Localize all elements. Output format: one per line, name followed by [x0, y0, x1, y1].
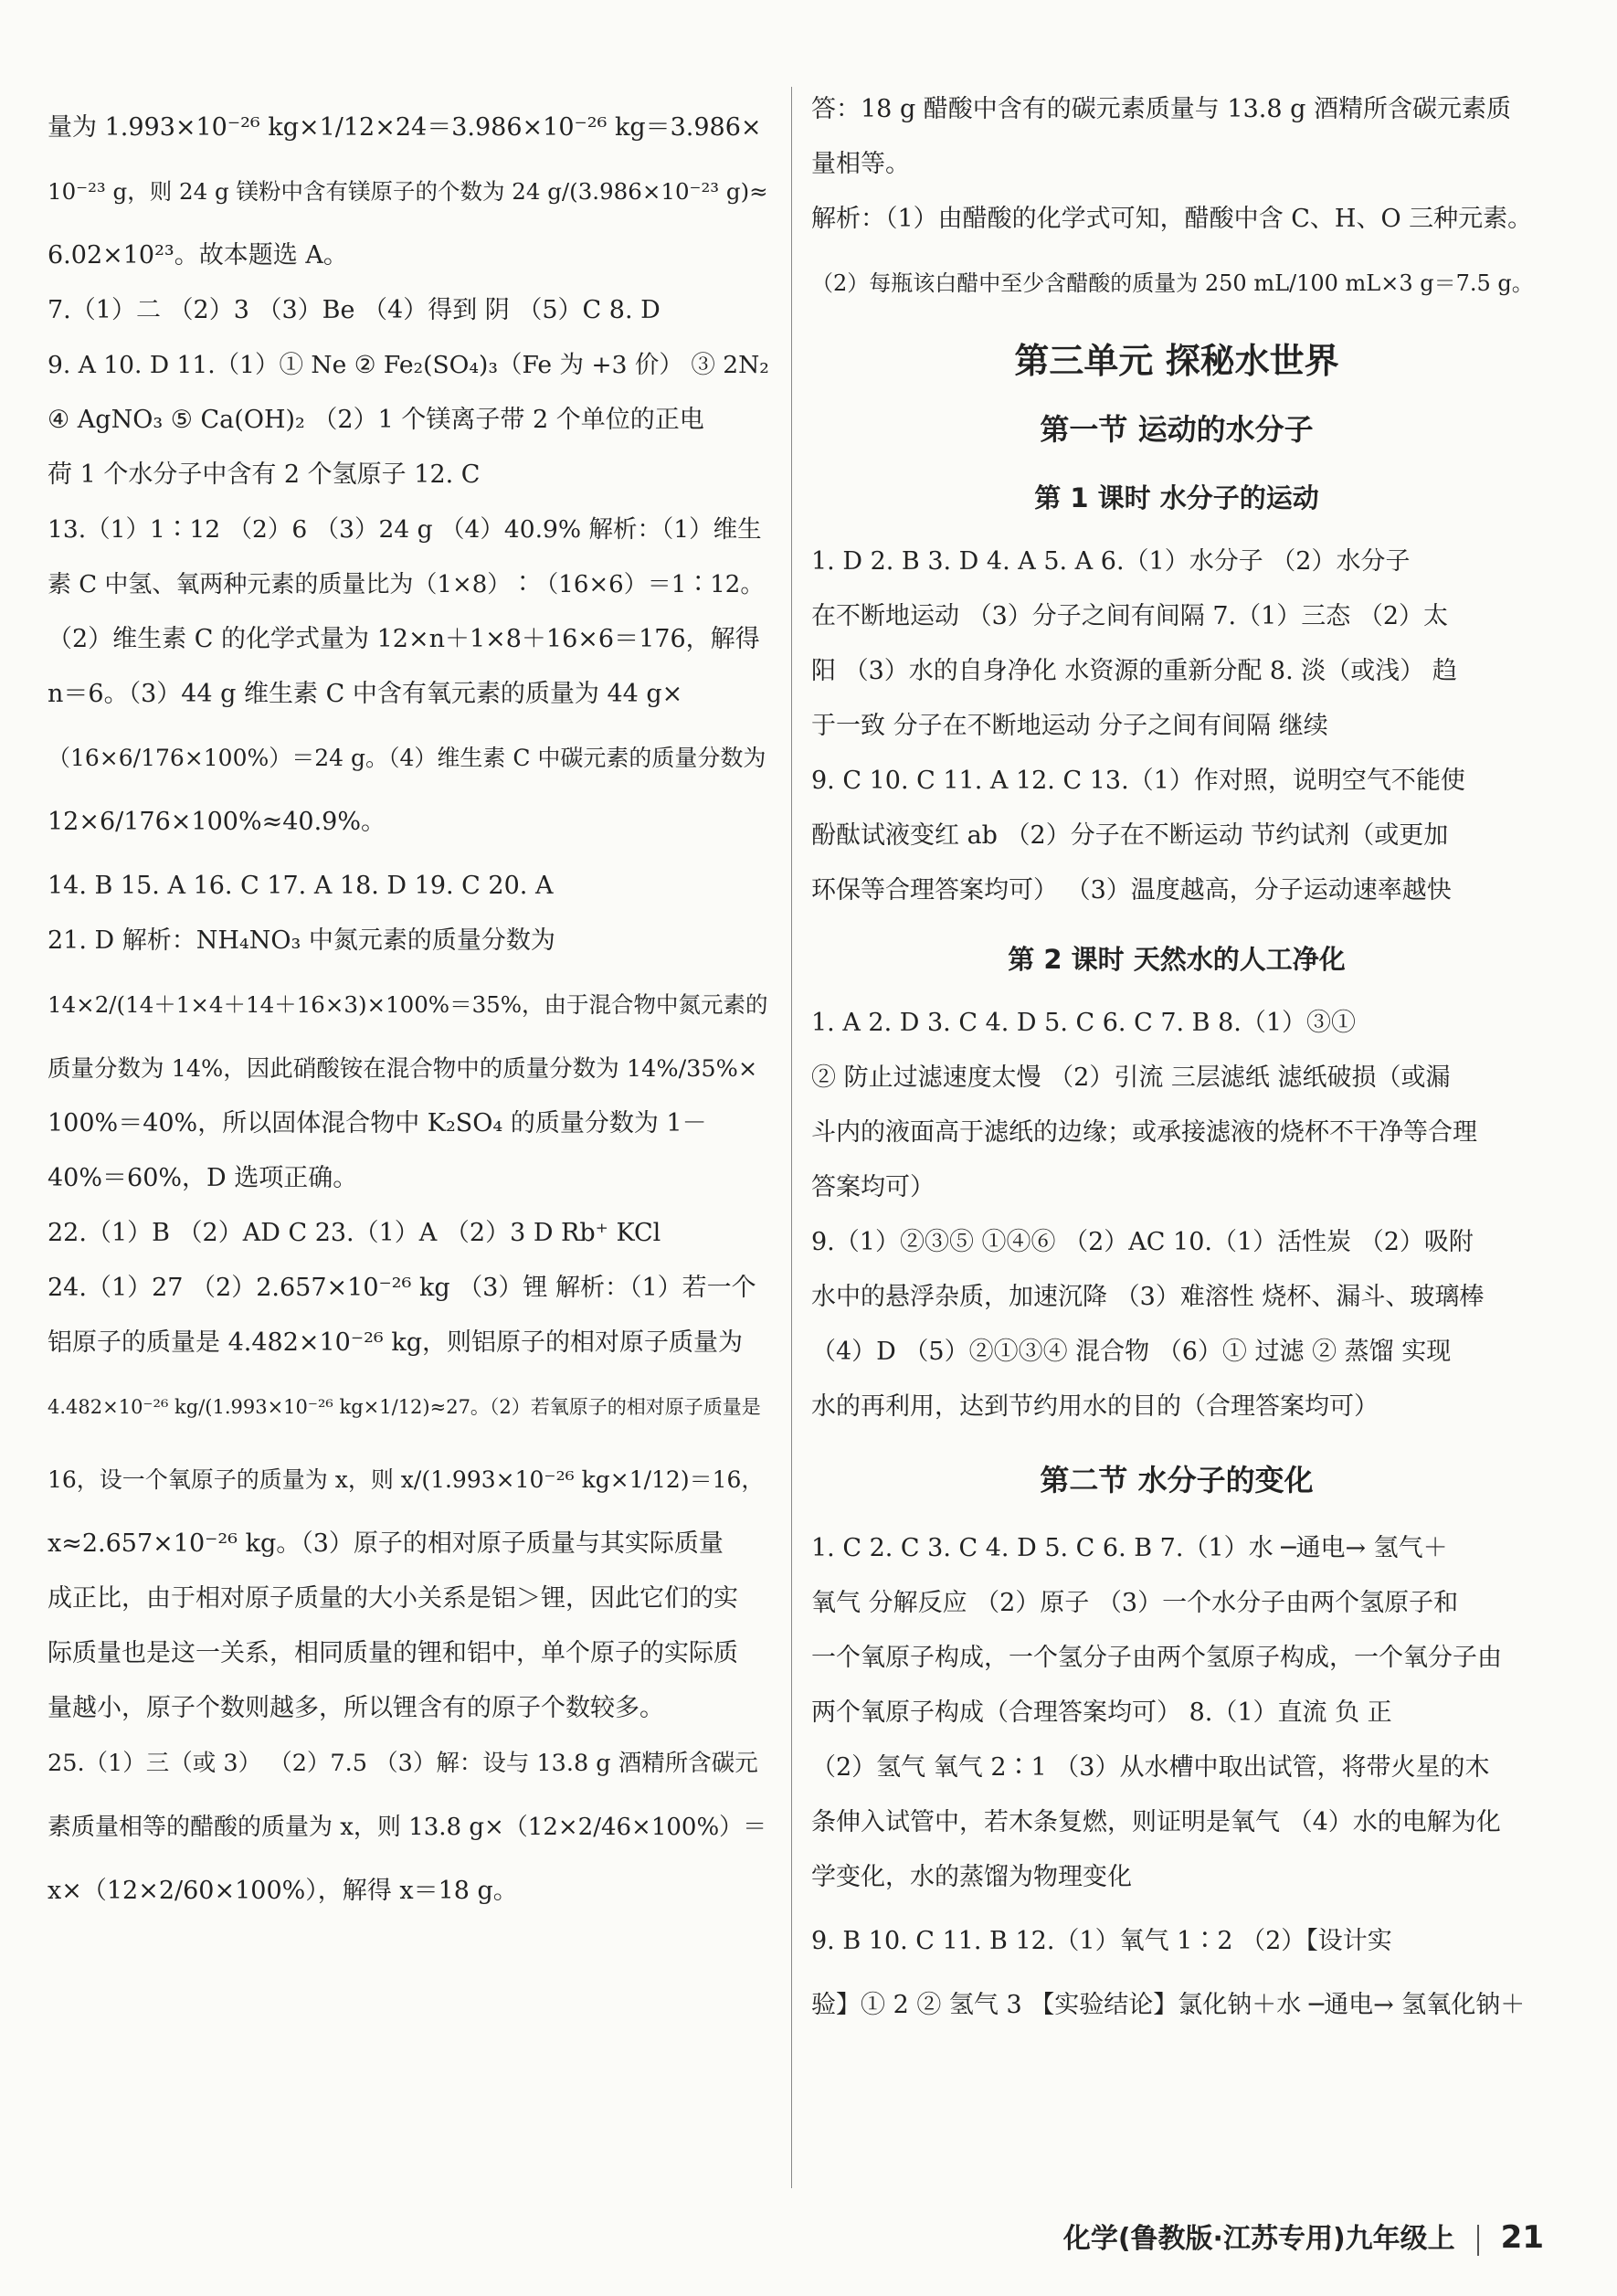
- text-line: ④ AgNO₃ ⑤ Ca(OH)₂ （2）1 个镁离子带 2 个单位的正电: [48, 406, 704, 434]
- section-title: 第二节 水分子的变化: [1040, 1463, 1314, 1497]
- text-line: 1. A 2. D 3. C 4. D 5. C 6. C 7. B 8.（1）③①: [811, 1009, 1357, 1037]
- text-line: 解析：（1）由醋酸的化学式可知，醋酸中含 C、H、O 三种元素。: [811, 205, 1533, 233]
- column-divider: [791, 87, 792, 2188]
- text-line: 9. B 10. C 11. B 12.（1）氧气 1∶2 （2）【设计实: [811, 1927, 1392, 1955]
- page-footer: [1063, 2216, 1544, 2256]
- text-line: 酚酞试液变红 ab （2）分子在不断运动 节约试剂（或更加: [811, 821, 1449, 850]
- text-line: 素质量相等的醋酸的质量为 x，则 13.8 g×（12×2/46×100%）＝: [48, 1814, 767, 1841]
- lesson-title: 第 2 课时 天然水的人工净化: [1008, 944, 1346, 975]
- text-line: 环保等合理答案均可） （3）温度越高，分子运动速率越快: [811, 876, 1452, 905]
- book-title: 化学(鲁教版·江苏专用)九年级上: [1062, 2223, 1455, 2255]
- lesson-title: 第 1 课时 水分子的运动: [1034, 482, 1319, 513]
- text-line: 40%＝60%，D 选项正确。: [48, 1164, 358, 1192]
- text-line: 量为 1.993×10⁻²⁶ kg×1/12×24＝3.986×10⁻²⁶ kg＝3.986×: [48, 113, 762, 142]
- text-line: 量越小，原子个数则越多，所以锂含有的原子个数较多。: [48, 1694, 664, 1722]
- text-line: 12×6/176×100%≈40.9%。: [48, 808, 386, 836]
- text-line: 际质量也是这一关系，相同质量的锂和铝中，单个原子的实际质: [48, 1639, 738, 1667]
- text-line: 9. A 10. D 11.（1）① Ne ② Fe₂(SO₄)₃（Fe 为 +3 价） ③ 2N₂: [48, 351, 769, 379]
- text-line: 16，设一个氧原子的质量为 x，则 x/(1.993×10⁻²⁶ kg×1/12)＝16，: [48, 1466, 765, 1493]
- text-line: 成正比，由于相对原子质量的大小关系是铝＞锂，因此它们的实: [48, 1584, 738, 1613]
- text-line: 10⁻²³ g，则 24 g 镁粉中含有镁原子的个数为 24 g/(3.986×10⁻²³ g)≈: [48, 178, 768, 205]
- text-line: （2）维生素 C 的化学式量为 12×n＋1×8＋16×6＝176，解得: [48, 625, 760, 653]
- text-line: （4）D （5）②①③④ 混合物 （6）① 过滤 ② 蒸馏 实现: [811, 1338, 1452, 1366]
- text-line: 水中的悬浮杂质，加速沉降 （3）难溶性 烧杯、漏斗、玻璃棒: [811, 1283, 1485, 1311]
- text-line: 素 C 中氢、氧两种元素的质量比为（1×8）∶（16×6）＝1∶12。: [48, 571, 765, 598]
- text-line: x≈2.657×10⁻²⁶ kg。（3）原子的相对原子质量与其实际质量: [48, 1529, 724, 1558]
- left-column: [48, 87, 769, 1905]
- text-line: 7.（1）二 （2）3 （3）Be （4）得到 阴 （5）C 8. D: [48, 296, 661, 324]
- text-line: 9. C 10. C 11. A 12. C 13.（1）作对照，说明空气不能使: [811, 767, 1465, 795]
- text-line: 21. D 解析：NH₄NO₃ 中氮元素的质量分数为: [48, 926, 555, 955]
- text-line: 1. C 2. C 3. C 4. D 5. C 6. B 7.（1）水 ─通电→ 氢气＋: [811, 1534, 1448, 1562]
- unit-title: 第三单元 探秘水世界: [1014, 341, 1339, 381]
- text-line: ② 防止过滤速度太慢 （2）引流 三层滤纸 滤纸破损（或漏: [811, 1063, 1451, 1092]
- text-line: 氧气 分解反应 （2）原子 （3）一个水分子由两个氢原子和: [811, 1589, 1459, 1617]
- text-line: 铝原子的质量是 4.482×10⁻²⁶ kg，则铝原子的相对原子质量为: [48, 1328, 743, 1357]
- text-line: 22.（1）B （2）AD C 23.（1）A （2）3 D Rb⁺ KCl: [48, 1219, 661, 1247]
- text-line: 答案均可）: [811, 1173, 935, 1201]
- text-line: 斗内的液面高于滤纸的边缘；或承接滤液的烧杯不干净等合理: [811, 1118, 1477, 1147]
- text-line: （16×6/176×100%）＝24 g。（4）维生素 C 中碳元素的质量分数为: [48, 745, 766, 771]
- text-line: 阳 （3）水的自身净化 水资源的重新分配 8. 淡（或浅） 趋: [811, 657, 1457, 685]
- text-line: 一个氧原子构成，一个氢分子由两个氢原子构成，一个氧分子由: [811, 1644, 1502, 1672]
- text-line: 水的再利用，达到节约用水的目的（合理答案均可）: [811, 1392, 1379, 1421]
- text-line: 于一致 分子在不断地运动 分子之间有间隔 继续: [811, 712, 1328, 740]
- text-line: x×（12×2/60×100%），解得 x＝18 g。: [48, 1877, 518, 1905]
- text-line: （2）氢气 氧气 2∶1 （3）从水槽中取出试管，将带火星的木: [811, 1753, 1490, 1782]
- text-line: 14×2/(14＋1×4＋14＋16×3)×100%＝35%，由于混合物中氮元素的: [48, 991, 768, 1018]
- text-line: 两个氧原子构成（合理答案均可） 8.（1）直流 负 正: [811, 1698, 1392, 1727]
- text-line: （2）每瓶该白醋中至少含醋酸的质量为 250 mL/100 mL×3 g＝7.5 g。: [811, 270, 1534, 296]
- text-line: 答：18 g 醋酸中含有的碳元素质量与 13.8 g 酒精所含碳元素质: [811, 95, 1511, 123]
- page-number: 21: [1500, 2219, 1544, 2256]
- text-line: 9.（1）②③⑤ ①④⑥ （2）AC 10.（1）活性炭 （2）吸附: [811, 1228, 1474, 1256]
- text-line: 条伸入试管中，若木条复燃，则证明是氧气 （4）水的电解为化: [811, 1808, 1501, 1836]
- text-line: 1. D 2. B 3. D 4. A 5. A 6.（1）水分子 （2）水分子: [811, 547, 1411, 576]
- text-line: n＝6。（3）44 g 维生素 C 中含有氧元素的质量为 44 g×: [48, 680, 683, 708]
- text-line: 验】① 2 ② 氢气 3 【实验结论】氯化钠＋水 ─通电→ 氢氧化钠＋: [811, 1991, 1526, 2019]
- text-line: 100%＝40%，所以固体混合物中 K₂SO₄ 的质量分数为 1－: [48, 1109, 707, 1137]
- text-line: 24.（1）27 （2）2.657×10⁻²⁶ kg （3）锂 解析：（1）若一个: [48, 1274, 756, 1302]
- text-line: 13.（1）1∶12 （2）6 （3）24 g （4）40.9% 解析：（1）维生: [48, 515, 762, 544]
- text-line: 学变化，水的蒸馏为物理变化: [811, 1863, 1132, 1891]
- text-line: 量相等。: [811, 150, 910, 178]
- section-title: 第一节 运动的水分子: [1040, 412, 1314, 447]
- text-line: 25.（1）三（或 3） （2）7.5 （3）解：设与 13.8 g 酒精所含碳元: [48, 1750, 758, 1777]
- text-line: 6.02×10²³。故本题选 A。: [48, 241, 348, 270]
- text-line: 14. B 15. A 16. C 17. A 18. D 19. C 20. A: [48, 872, 554, 900]
- text-line: 在不断地运动 （3）分子之间有间隔 7.（1）三态 （2）太: [811, 602, 1449, 630]
- right-column: [811, 87, 1542, 2019]
- text-line: 荷 1 个水分子中含有 2 个氢原子 12. C: [48, 460, 481, 489]
- text-line: 质量分数为 14%，因此硝酸铵在混合物中的质量分数为 14%/35%×: [48, 1055, 758, 1083]
- footer-separator: [1477, 2225, 1479, 2256]
- text-line: 4.482×10⁻²⁶ kg/(1.993×10⁻²⁶ kg×1/12)≈27。（2）若氧原子的相对原子质量是: [48, 1396, 761, 1418]
